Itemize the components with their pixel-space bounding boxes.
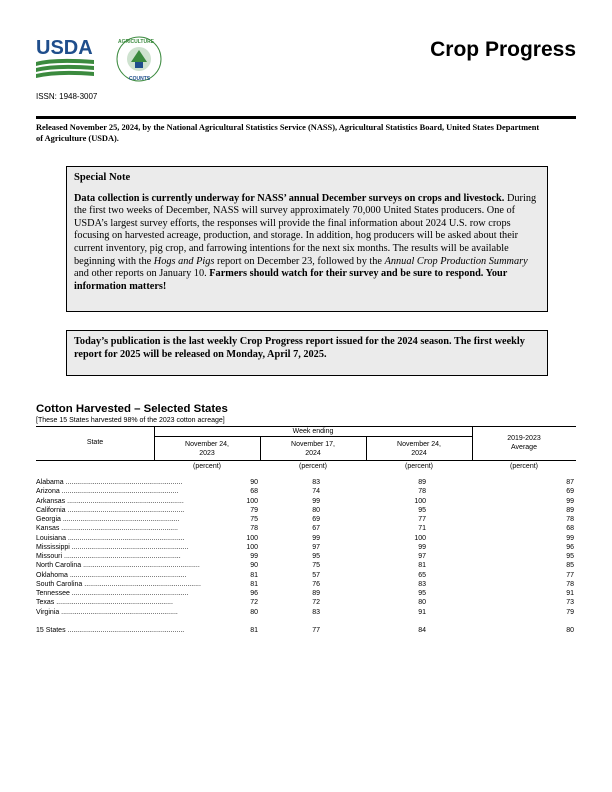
value-cell: 97 <box>312 543 320 551</box>
value-cell: 78 <box>566 580 574 588</box>
value-cell: 78 <box>250 525 258 533</box>
table-total-row <box>36 626 576 635</box>
value-cell: 73 <box>566 599 574 607</box>
value-cell: 90 <box>250 479 258 486</box>
value-cell: 71 <box>418 525 426 533</box>
header-col-nov24-2024: November 24, 2024 <box>397 441 441 457</box>
value-cell: 79 <box>250 506 258 514</box>
value-cell: 78 <box>418 488 426 496</box>
value-cell: 100 <box>414 497 426 505</box>
state-name: Georgia ............................................................ <box>36 516 180 523</box>
unit-label: (percent) <box>404 463 433 470</box>
special-note-heading: Special Note <box>74 172 131 183</box>
value-cell: 77 <box>312 627 320 635</box>
value-cell: 81 <box>418 562 426 570</box>
state-name: South Carolina ............................................................ <box>36 580 201 588</box>
table-row <box>36 543 576 552</box>
col-divider-4 <box>472 426 473 460</box>
state-name: Tennessee ............................................................ <box>36 590 189 597</box>
value-cell: 67 <box>312 525 320 533</box>
value-cell: 78 <box>566 516 574 523</box>
value-cell: 95 <box>566 553 574 560</box>
table-row <box>36 534 576 543</box>
value-cell: 99 <box>566 534 574 542</box>
table-subtitle: [These 15 States harvested 98% of the 2023 cotton acreage] <box>36 417 225 424</box>
table-row <box>36 552 576 561</box>
value-cell: 95 <box>418 506 426 514</box>
value-cell: 100 <box>246 497 258 505</box>
state-name: Oklahoma ............................................................ <box>36 571 187 579</box>
report-header <box>36 34 576 84</box>
table-row <box>36 524 576 533</box>
table-row <box>36 506 576 515</box>
last-report-note-text: Today’s publication is the last weekly Crop Progress report issued for the 2024 season. The first weekly report for 2025 will be released on Monday, April 7, 2025. <box>74 336 525 360</box>
value-cell: 95 <box>312 553 320 560</box>
value-cell: 96 <box>566 543 574 551</box>
state-name: Alabama ............................................................ <box>36 479 183 486</box>
value-cell: 80 <box>250 608 258 616</box>
unit-label: (percent) <box>509 463 538 470</box>
value-cell: 89 <box>418 479 426 486</box>
value-cell: 99 <box>418 543 426 551</box>
state-name: North Carolina ............................................................ <box>36 562 200 570</box>
table-title: Cotton Harvested – Selected States <box>36 403 228 415</box>
last-report-note-box <box>66 330 548 376</box>
value-cell: 85 <box>566 562 574 570</box>
table-row <box>36 561 576 570</box>
state-name: Texas ............................................................ <box>36 599 173 607</box>
value-cell: 81 <box>250 571 258 579</box>
table-row <box>36 608 576 617</box>
value-cell: 68 <box>250 488 258 496</box>
value-cell: 91 <box>566 590 574 597</box>
value-cell: 72 <box>250 599 258 607</box>
table-row <box>36 487 576 496</box>
special-note-text-1: During the first two weeks of December, NASS will survey approximately 70,000 United States producers. One of USDA’s largest survey efforts, the responses will provide the final information about 2024 U.S. row crops focusing on harvested acreage, production, and storage. In addition, hog producers will be asked about their current inventory, pig crop, and farrowing intentions for the next six months. The results will be available beginning with the <box>74 192 537 267</box>
table-row <box>36 571 576 580</box>
value-cell: 97 <box>418 553 426 560</box>
unit-label: (percent) <box>298 463 327 470</box>
table-row <box>36 515 576 524</box>
state-name: Arizona ............................................................ <box>36 488 179 496</box>
table-row <box>36 478 576 487</box>
state-name: Louisiana ............................................................ <box>36 534 185 542</box>
seal-text-top: AGRICULTURE <box>118 39 155 45</box>
value-cell: 65 <box>418 571 426 579</box>
value-cell: 100 <box>246 534 258 542</box>
header-col-nov24-2023: November 24, 2023 <box>185 441 229 457</box>
value-cell: 99 <box>312 497 320 505</box>
value-cell: 95 <box>418 590 426 597</box>
state-name: Mississippi ............................................................ <box>36 543 189 551</box>
value-cell: 69 <box>312 516 320 523</box>
header-state: State <box>86 439 104 446</box>
value-cell: 72 <box>312 599 320 607</box>
state-name: Arkansas ............................................................ <box>36 497 184 505</box>
special-note-body <box>74 193 541 294</box>
value-cell: 77 <box>418 516 426 523</box>
table-row <box>36 598 576 607</box>
col-divider-2 <box>260 436 261 460</box>
value-cell: 74 <box>312 488 320 496</box>
value-cell: 68 <box>566 525 574 533</box>
value-cell: 77 <box>566 571 574 579</box>
state-name: Virginia ............................................................ <box>36 608 178 616</box>
state-name: Kansas ............................................................ <box>36 525 178 533</box>
value-cell: 90 <box>250 562 258 570</box>
agriculture-counts-seal <box>98 34 180 84</box>
value-cell: 83 <box>312 608 320 616</box>
usda-logo <box>36 36 94 80</box>
value-cell: 99 <box>312 534 320 542</box>
special-note-bold-lead: Data collection is currently underway for NASS’ annual December surveys on crops and livestock. <box>74 192 505 204</box>
table-row <box>36 497 576 506</box>
value-cell: 80 <box>312 506 320 514</box>
value-cell: 75 <box>312 562 320 570</box>
annual-crop-production-summary-title: Annual Crop Production Summary <box>384 255 528 267</box>
value-cell: 99 <box>250 553 258 560</box>
value-cell: 76 <box>312 580 320 588</box>
value-cell: 75 <box>250 516 258 523</box>
value-cell: 79 <box>566 608 574 616</box>
value-cell: 80 <box>418 599 426 607</box>
value-cell: 99 <box>566 497 574 505</box>
value-cell: 100 <box>246 543 258 551</box>
table-row <box>36 580 576 589</box>
week-ending-underline <box>154 436 472 437</box>
value-cell: 87 <box>566 479 574 486</box>
header-col-average: 2019-2023 Average <box>507 435 541 451</box>
seal-text-bottom: COUNTS <box>129 76 151 82</box>
table-row <box>36 589 576 598</box>
header-week-ending: Week ending <box>292 428 334 435</box>
release-statement: Released November 25, 2024, by the National Agricultural Statistics Service (NASS), Agricultural Statistics Board, United States Department of Agriculture (USDA). <box>36 123 540 143</box>
value-cell: 81 <box>250 580 258 588</box>
value-cell: 83 <box>418 580 426 588</box>
header-col-nov17-2024: November 17, 2024 <box>291 441 335 457</box>
value-cell: 96 <box>250 590 258 597</box>
special-note-box <box>66 166 548 312</box>
usda-logo-text: USDA <box>36 37 93 59</box>
header-divider <box>36 116 576 119</box>
col-divider-3 <box>366 436 367 460</box>
state-name: California ............................................................ <box>36 506 185 514</box>
value-cell: 91 <box>418 608 426 616</box>
state-name: Missouri ............................................................ <box>36 553 181 560</box>
value-cell: 83 <box>312 479 320 486</box>
unit-label: (percent) <box>192 463 221 470</box>
value-cell: 57 <box>312 571 320 579</box>
value-cell: 89 <box>566 506 574 514</box>
header-bottom-border <box>36 460 576 461</box>
value-cell: 100 <box>414 534 426 542</box>
hogs-and-pigs-report-title: Hogs and Pigs <box>153 255 215 267</box>
value-cell: 81 <box>250 627 258 635</box>
document-title: Crop Progress <box>430 38 576 61</box>
state-name: 15 States ............................................................ <box>36 627 185 635</box>
special-note-text-3: and other reports on January 10. <box>74 268 210 280</box>
value-cell: 89 <box>312 590 320 597</box>
special-note-text-2: report on December 23, followed by the <box>214 255 385 267</box>
special-note-bold-tail: Farmers should watch for their survey and be sure to respond. Your information matters! <box>74 268 508 292</box>
issn-number: ISSN: 1948-3007 <box>36 92 98 101</box>
value-cell: 80 <box>566 627 574 635</box>
value-cell: 69 <box>566 488 574 496</box>
value-cell: 84 <box>418 627 426 635</box>
